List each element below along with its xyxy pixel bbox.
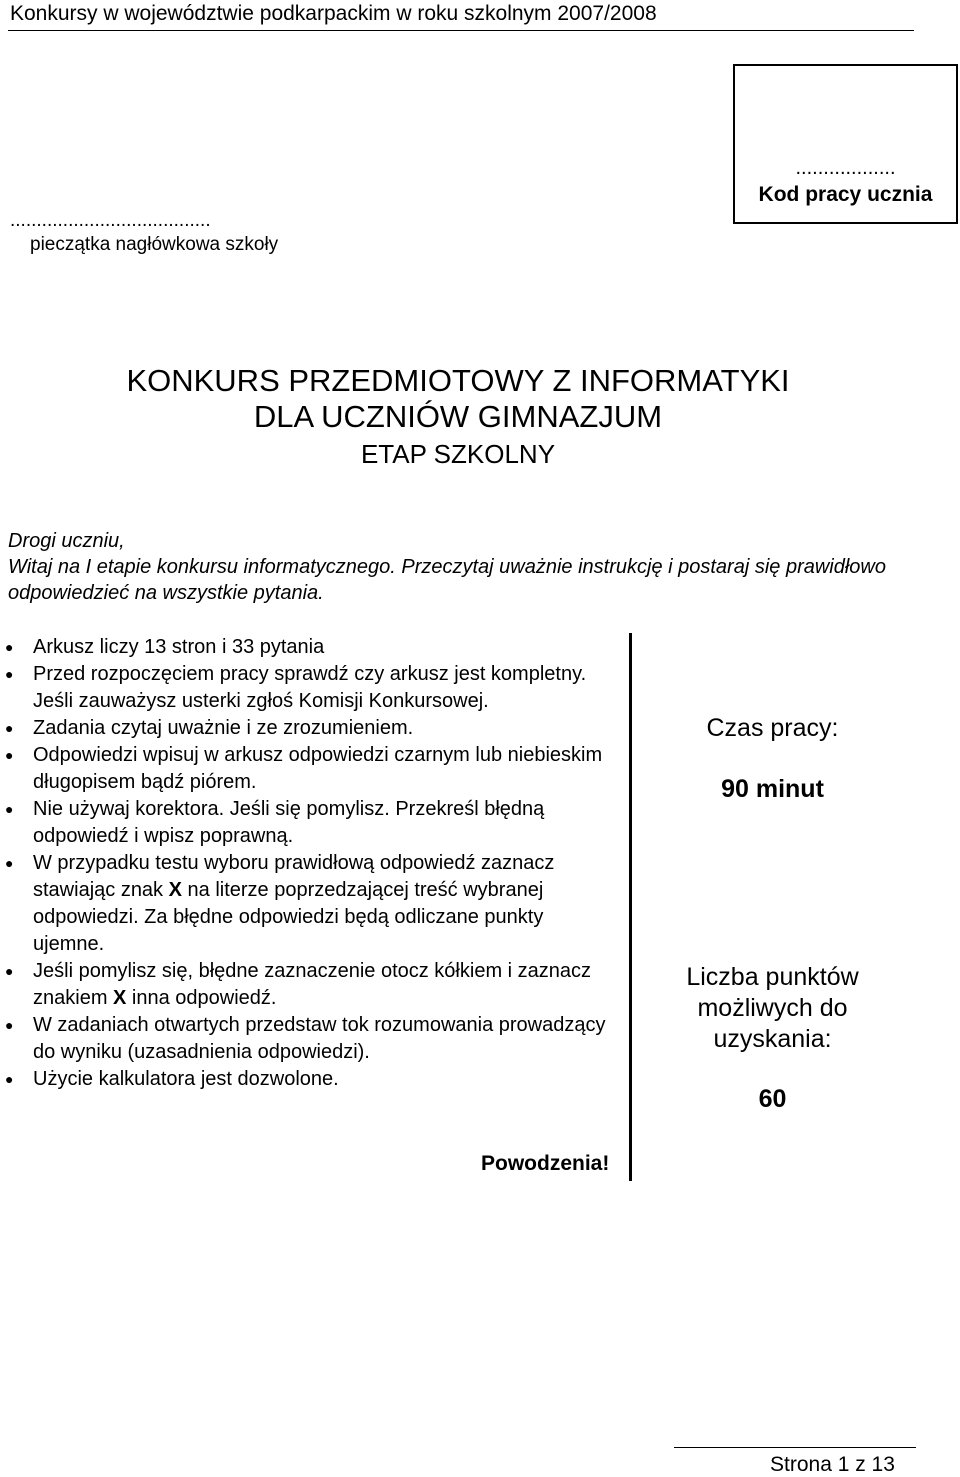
running-header: Konkursy w województwie podkarpackim w roku szkolnym 2007/2008 [10,2,657,25]
intro-body: Witaj na I etapie konkursu informatycznego. Przeczytaj uważnie instrukcję i postaraj się prawidłowo odpowiedzieć na wszystkie pytania. [8,556,886,604]
page-number: Strona 1 z 13 [770,1453,895,1476]
intro-text [8,528,948,606]
rule-text: W zadaniach otwartych przedstaw tok rozumowania prowadzący do wyniku (uzasadnienia odpowiedzi). [33,1014,606,1063]
list-item [0,742,610,796]
rule-text: Arkusz liczy 13 stron i 33 pytania [33,636,325,658]
vertical-divider [629,633,632,1181]
rule-text: Nie używaj korektora. Jeśli się pomylisz. Przekreśl błędną odpowiedź i wpisz poprawną. [33,798,545,847]
bullet-icon: ● [5,747,14,763]
rule-text-a: Jeśli pomylisz się, błędne zaznaczenie otocz kółkiem i zaznacz znakiem [33,960,592,1009]
list-item [0,661,610,715]
rule-text: Przed rozpoczęciem pracy sprawdź czy arkusz jest kompletny. Jeśli zauważysz usterki zgłoś Komisji Konkursowej. [33,663,587,712]
list-item [0,1012,610,1066]
rule-text-a: W przypadku testu wyboru prawidłową odpowiedź zaznacz stawiając znak [33,852,555,901]
bullet-icon: ● [5,963,14,979]
closing-text: Powodzenia! [481,1152,610,1175]
student-code-label: Kod pracy ucznia [758,183,933,206]
bullet-icon: ● [5,1071,14,1087]
bullet-icon: ● [5,855,14,871]
competition-title [0,363,916,471]
list-item [0,958,610,1012]
student-code-dots: .................. [795,157,896,179]
school-stamp-label: pieczątka nagłówkowa szkoły [30,234,279,255]
list-item [0,634,610,661]
time-label: Czas pracy: [706,714,839,742]
points-label: Liczba punktów możliwych do uzyskania: [686,963,859,1053]
list-item [0,850,610,958]
bullet-icon: ● [5,720,14,736]
bullet-icon: ● [5,1017,14,1033]
student-code-box [733,64,958,224]
rule-mark-x: X [168,879,182,901]
header-divider [8,30,914,31]
bullet-icon: ● [5,801,14,817]
list-item [0,1066,610,1093]
rule-text: Odpowiedzi wpisuj w arkusz odpowiedzi czarnym lub niebieskim długopisem bądź piórem. [33,744,603,793]
instructions-list [0,634,610,1093]
bullet-icon: ● [5,666,14,682]
rule-text: Użycie kalkulatora jest dozwolone. [33,1068,339,1090]
rule-text: Zadania czytaj uważnie i ze zrozumieniem. [33,717,414,739]
points-value: 60 [758,1085,787,1113]
list-item [0,796,610,850]
school-stamp-dots: ...................................... [10,210,211,231]
title-line-1: KONKURS PRZEDMIOTOWY Z INFORMATYKI [126,363,790,398]
list-item [0,715,610,742]
rule-text-b: na literze poprzedzającej treść wybranej odpowiedzi. Za błędne odpowiedzi będą odliczane punkty ujemne. [33,879,544,955]
footer-divider [674,1447,916,1448]
title-line-3: ETAP SZKOLNY [360,439,556,469]
rule-mark-x: X [113,987,127,1009]
rule-text-b: inna odpowiedź. [126,987,277,1009]
bullet-icon: ● [5,639,14,655]
title-line-2: DLA UCZNIÓW GIMNAZJUM [253,399,663,434]
intro-greeting: Drogi uczniu, [8,530,125,552]
time-value: 90 minut [721,775,824,803]
